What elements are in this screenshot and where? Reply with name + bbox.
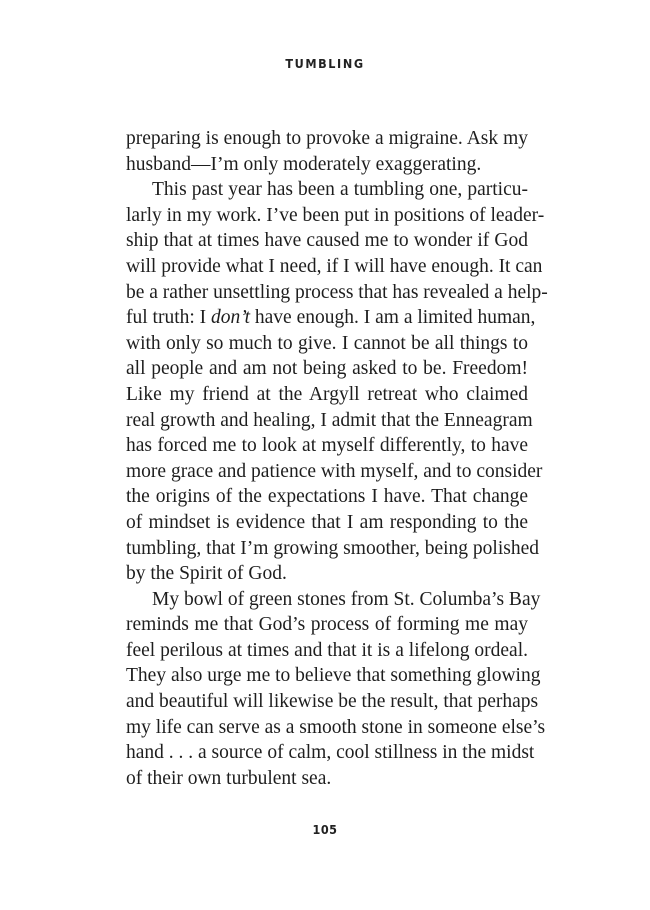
text-line: larly in my work. I’ve been put in positions of leader- [126,204,545,226]
paragraph [126,177,548,587]
text-line: by the Spirit of God. [126,563,287,585]
text-line: Like my friend at the Argyll retreat who claimed [126,383,528,405]
text-line: They also urge me to believe that something glowing [126,665,541,687]
text-line: feel perilous at times and that it is a lifelong ordeal. [126,639,528,661]
paragraph [126,126,528,177]
text-line: has forced me to look at myself differently, to have [126,435,528,457]
page-number: 105 [312,822,338,837]
text-line: hand . . . a source of calm, cool stillness in the midst [126,742,535,764]
running-head-title: TUMBLING [285,56,365,71]
text-line: This past year has been a tumbling one, particu- [152,179,528,201]
text-line: ful truth: I don’t have enough. I am a limited human, [126,307,536,329]
text-line: preparing is enough to provoke a migraine. Ask my [126,128,528,149]
text-line: my life can serve as a smooth stone in someone else’s [126,716,546,738]
text-line: the origins of the expectations I have. That change [126,486,528,508]
emphasis: don’t [211,307,251,329]
text-line: will provide what I need, if I will have enough. It can [126,255,543,277]
text-line: real growth and healing, I admit that the Enneagram [126,409,533,431]
text-line: and beautiful will likewise be the result, that perhaps [126,691,539,713]
text-line: with only so much to give. I cannot be all things to [126,332,528,354]
text-line: ship that at times have caused me to wonder if God [126,230,528,252]
text-line: tumbling, that I’m growing smoother, being polished [126,537,540,559]
text-line: My bowl of green stones from St. Columba’s Bay [152,588,541,610]
text-line: of their own turbulent sea. [126,767,332,789]
text-line: husband—I’m only moderately exaggerating. [126,153,482,175]
text-line: of mindset is evidence that I am responding to the [126,511,528,533]
text-line: more grace and patience with myself, and to consider [126,460,543,482]
text-line: be a rather unsettling process that has revealed a help- [126,281,548,303]
text-line: all people and am not being asked to be. Freedom! [126,358,528,380]
text-line: reminds me that God’s process of forming me may [126,614,528,636]
paragraph [126,587,546,792]
body-text [126,126,548,791]
